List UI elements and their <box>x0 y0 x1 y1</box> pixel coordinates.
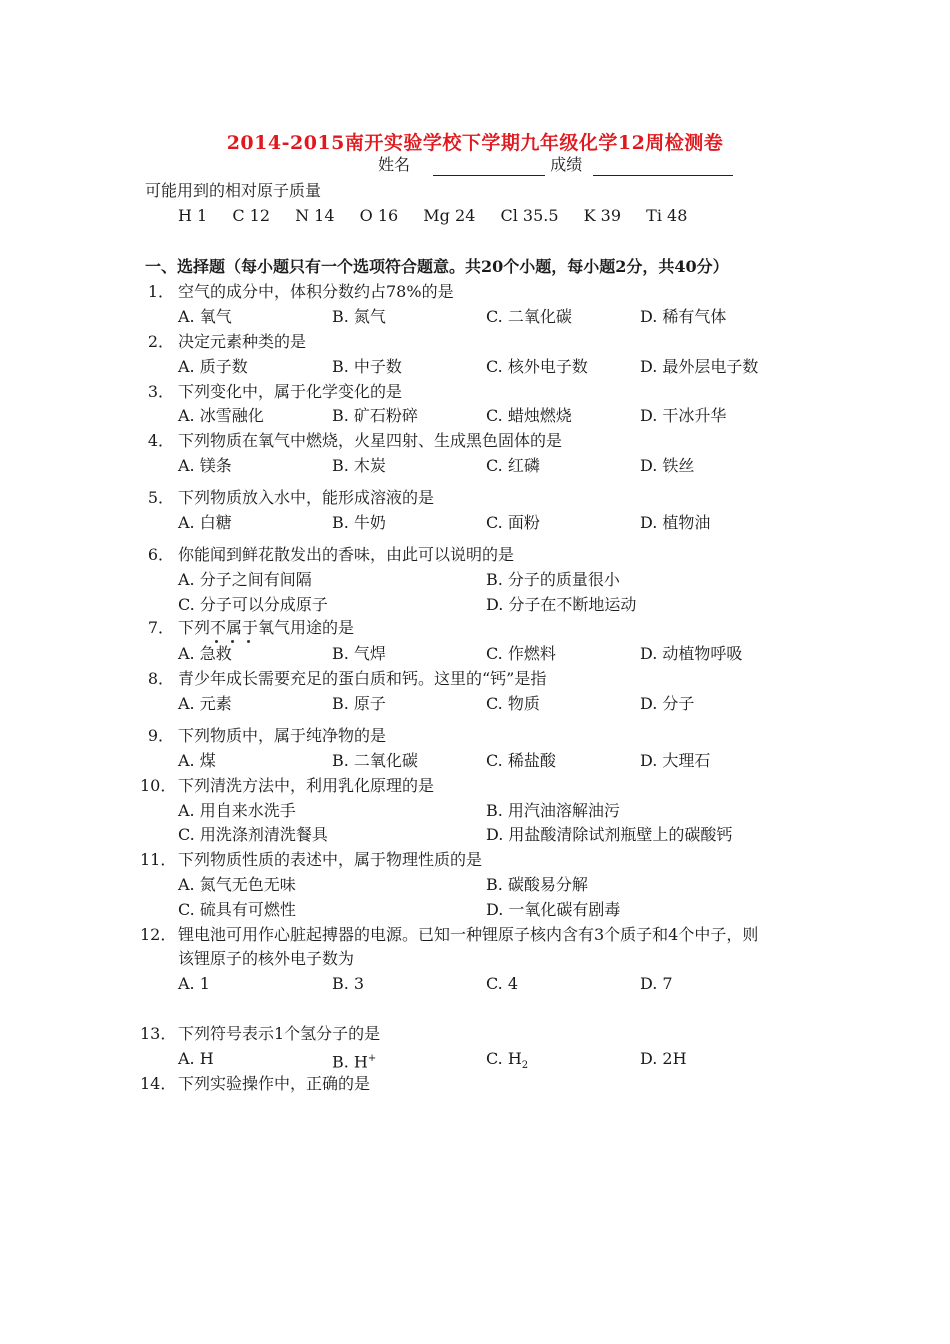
question-number: 11． <box>140 850 177 869</box>
option[interactable]: C. 稀盐酸 <box>486 751 556 770</box>
question-number: 12． <box>140 925 177 944</box>
question-text: 决定元素种类的是 <box>178 332 307 351</box>
option[interactable]: A. 氮气无色无味 <box>178 875 296 894</box>
mass-item: Mg 24 <box>423 206 476 225</box>
question-number: 3． <box>147 382 174 401</box>
option[interactable]: C. 物质 <box>486 694 540 713</box>
option[interactable]: B. 氮气 <box>332 307 386 326</box>
option[interactable]: A. 质子数 <box>178 357 248 376</box>
option[interactable]: D. 稀有气体 <box>640 307 727 326</box>
question-number: 9． <box>147 726 174 745</box>
subscript: 2 <box>521 1060 529 1072</box>
question-number: 13． <box>140 1024 177 1043</box>
question-number: 10． <box>140 776 177 795</box>
option[interactable]: B. 气焊 <box>332 644 386 663</box>
option[interactable]: A. 氧气 <box>178 307 232 326</box>
option-label: B. H <box>332 1052 368 1072</box>
name-blank[interactable] <box>433 158 545 176</box>
question-text: 下列物质性质的表述中，属于物理性质的是 <box>178 850 483 869</box>
atomic-masses <box>178 205 707 227</box>
option[interactable]: D. 7 <box>640 974 673 993</box>
question-number: 5． <box>147 488 174 507</box>
question-text: 下列不属于氧气用途的是 <box>178 618 355 637</box>
mass-item: C 12 <box>232 206 270 225</box>
name-label: 姓名 <box>378 155 411 174</box>
option[interactable]: D. 动植物呼吸 <box>640 644 743 663</box>
question <box>140 544 514 566</box>
question-text-continued: 该锂原子的核外电子数为 <box>178 949 355 968</box>
option[interactable]: A. 镁条 <box>178 456 232 475</box>
option-label: C. H <box>486 1049 522 1068</box>
question-number: 7． <box>147 618 174 637</box>
option[interactable]: A. 用自来水洗手 <box>178 801 296 820</box>
question <box>140 849 482 871</box>
question-number: 1． <box>147 282 174 301</box>
option[interactable]: D. 一氧化碳有剧毒 <box>486 900 621 919</box>
option[interactable]: B. 原子 <box>332 694 386 713</box>
option[interactable]: C. 红磷 <box>486 456 540 475</box>
option[interactable]: C. 蜡烛燃烧 <box>486 406 572 425</box>
mass-item: K 39 <box>583 206 622 225</box>
mass-item: H 1 <box>178 206 208 225</box>
option[interactable]: A. 1 <box>178 974 210 993</box>
question <box>140 617 354 639</box>
question-text: 下列物质中，属于纯净物的是 <box>178 726 387 745</box>
question <box>140 775 434 797</box>
option[interactable]: D. 大理石 <box>640 751 711 770</box>
question <box>140 487 434 509</box>
option[interactable]: C. 分子可以分成原子 <box>178 595 328 614</box>
section-heading: 一、选择题（每小题只有一个选项符合题意。共20个小题，每小题2分，共40分） <box>145 257 729 276</box>
question-text: 下列物质放入水中，能形成溶液的是 <box>178 488 435 507</box>
option[interactable]: C. 硫具有可燃性 <box>178 900 296 919</box>
option[interactable]: D. 分子在不断地运动 <box>486 595 637 614</box>
question-text: 下列变化中，属于化学变化的是 <box>178 382 403 401</box>
question-number: 4． <box>147 431 174 450</box>
name-score-line <box>378 154 733 176</box>
question-text: 下列物质在氧气中燃烧，火星四射、生成黑色固体的是 <box>178 431 563 450</box>
option[interactable]: B. 中子数 <box>332 357 402 376</box>
option[interactable]: A. 白糖 <box>178 513 232 532</box>
question-text: 锂电池可用作心脏起搏器的电源。已知一种锂原子核内含有3个质子和4个中子，则 <box>178 925 759 944</box>
question-text: 下列符号表示1个氢分子的是 <box>178 1024 381 1043</box>
option[interactable]: C. 作燃料 <box>486 644 556 663</box>
option[interactable]: A. 煤 <box>178 751 216 770</box>
question <box>140 331 306 353</box>
score-blank[interactable] <box>593 158 733 176</box>
question-text: 青少年成长需要充足的蛋白质和钙。这里的“钙”是指 <box>178 669 547 688</box>
question <box>140 430 562 452</box>
question <box>140 1023 380 1045</box>
option[interactable] <box>332 1048 376 1073</box>
question <box>140 668 546 690</box>
option[interactable]: C. 核外电子数 <box>486 357 588 376</box>
option[interactable]: B. 矿石粉碎 <box>332 406 418 425</box>
page-title: 2014-2015南开实验学校下学期九年级化学12周检测卷 <box>226 132 724 154</box>
question-text: 下列清洗方法中，利用乳化原理的是 <box>178 776 435 795</box>
option[interactable]: D. 分子 <box>640 694 695 713</box>
question <box>140 725 386 747</box>
question-number: 2． <box>147 332 174 351</box>
option[interactable]: B. 分子的质量很小 <box>486 570 620 589</box>
mass-item: Ti 48 <box>646 206 688 225</box>
option[interactable]: D. 2H <box>640 1049 687 1068</box>
question-number: 14． <box>140 1074 177 1093</box>
option[interactable]: A. 分子之间有间隔 <box>178 570 312 589</box>
option[interactable]: D. 用盐酸清除试剂瓶壁上的碳酸钙 <box>486 825 733 844</box>
option[interactable]: B. 牛奶 <box>332 513 386 532</box>
option[interactable]: C. 面粉 <box>486 513 540 532</box>
option[interactable]: C. 用洗涤剂清洗餐具 <box>178 825 328 844</box>
option[interactable]: D. 干冰升华 <box>640 406 727 425</box>
option[interactable]: C. 二氧化碳 <box>486 307 572 326</box>
question <box>140 281 454 303</box>
question <box>140 1073 370 1095</box>
option[interactable]: B. 用汽油溶解油污 <box>486 801 620 820</box>
option[interactable]: A. 冰雪融化 <box>178 406 264 425</box>
option[interactable]: B. 碳酸易分解 <box>486 875 588 894</box>
option[interactable]: D. 铁丝 <box>640 456 695 475</box>
mass-item: O 16 <box>359 206 399 225</box>
question-number: 8． <box>147 669 174 688</box>
option[interactable]: D. 最外层电子数 <box>640 357 759 376</box>
masses-heading: 可能用到的相对原子质量 <box>145 181 322 200</box>
option[interactable]: A. 元素 <box>178 694 232 713</box>
mass-item: N 14 <box>295 206 335 225</box>
option[interactable]: B. 木炭 <box>332 456 386 475</box>
option[interactable]: A. H <box>178 1049 214 1068</box>
emphasis-dot <box>247 640 250 643</box>
option[interactable]: B. 二氧化碳 <box>332 751 418 770</box>
question <box>140 924 758 946</box>
option[interactable] <box>486 1048 528 1077</box>
option[interactable]: C. 4 <box>486 974 519 993</box>
score-label: 成绩 <box>550 155 583 174</box>
mass-item: Cl 35.5 <box>500 206 559 225</box>
option[interactable]: B. 3 <box>332 974 365 993</box>
option[interactable]: D. 植物油 <box>640 513 711 532</box>
question <box>140 381 402 403</box>
option[interactable]: A. 急救 <box>178 644 232 663</box>
superscript: + <box>367 1053 377 1064</box>
question-text: 空气的成分中，体积分数约占78%的是 <box>178 282 454 301</box>
question-number: 6． <box>147 545 174 564</box>
question-text: 你能闻到鲜花散发出的香味，由此可以说明的是 <box>178 545 515 564</box>
question-text: 下列实验操作中，正确的是 <box>178 1074 371 1093</box>
